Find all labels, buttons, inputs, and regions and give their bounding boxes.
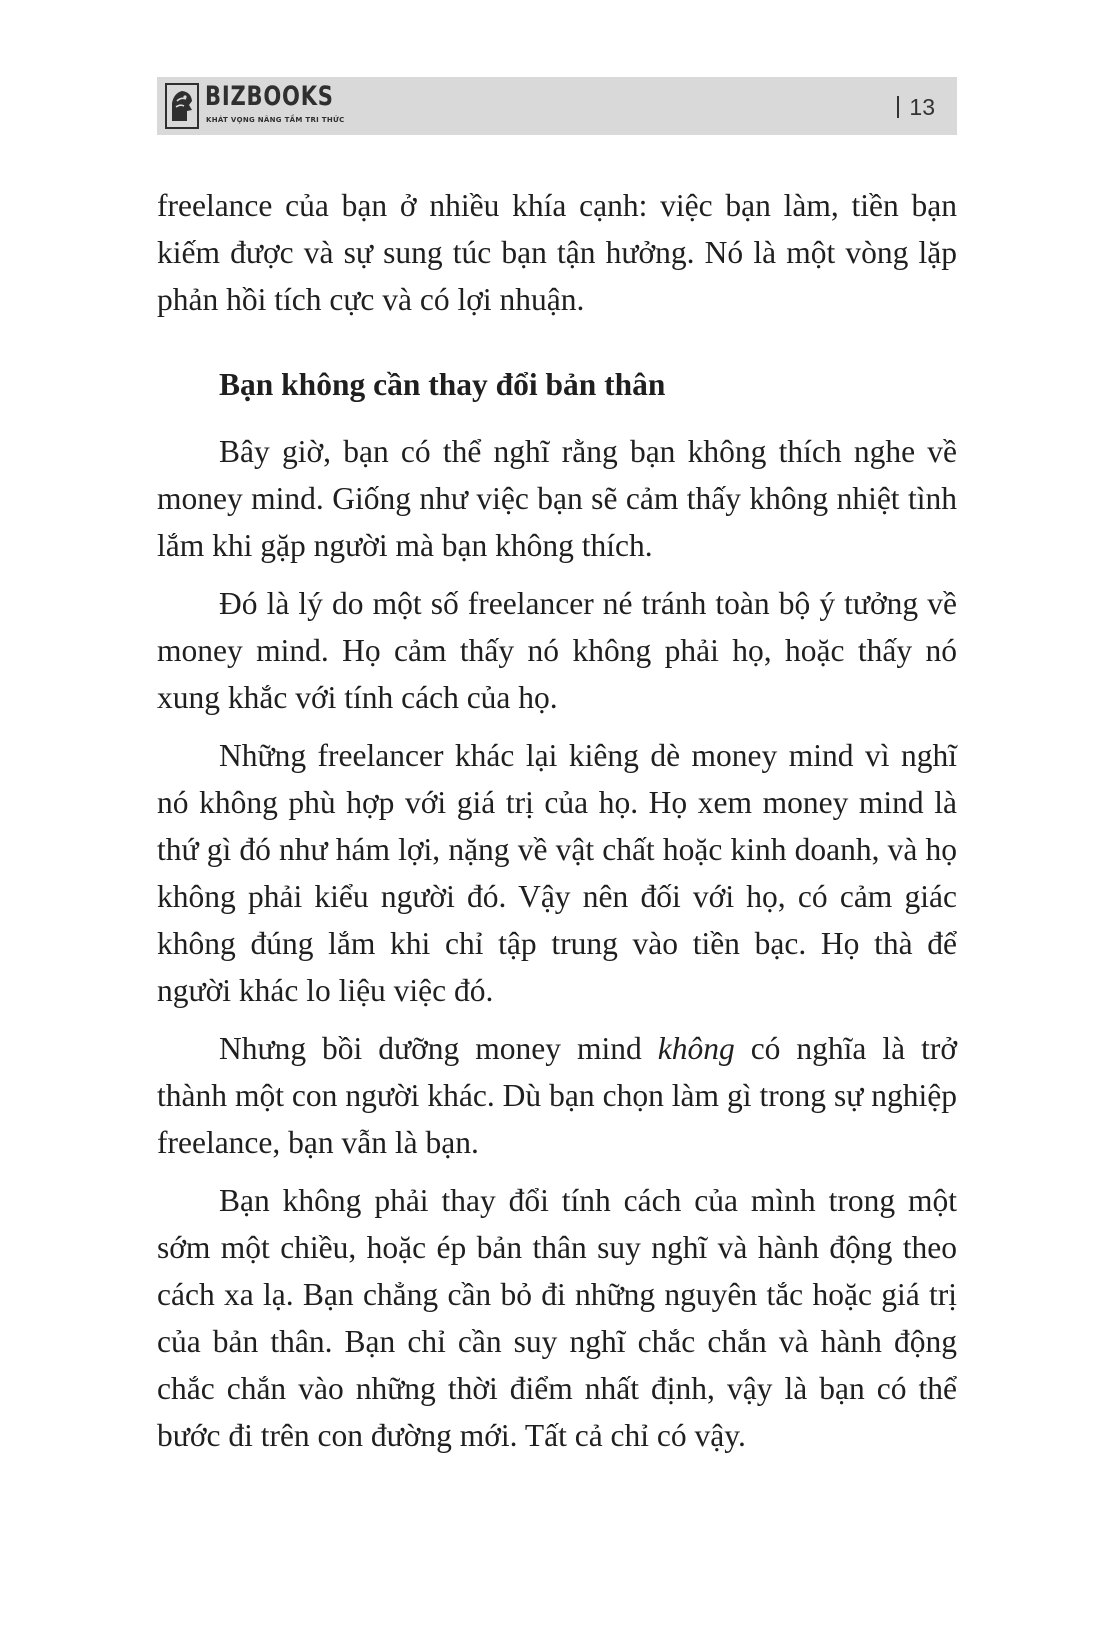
page-body: [157, 182, 957, 1459]
paragraph-1: Bây giờ, bạn có thể nghĩ rằng bạn không thích nghe về money mind. Giống như việc bạn sẽ cảm thấy không nhiệt tình lắm khi gặp người mà bạn không thích.: [157, 434, 957, 563]
paragraph-3: Những freelancer khác lại kiêng dè money mind vì nghĩ nó không phù hợp với giá trị của họ. Họ xem money mind là thứ gì đó như hám lợi, nặng về vật chất hoặc kinh doanh, và họ không phải kiểu người đó. Vậy nên đối với họ, có cảm giác không đúng lắm khi chỉ tập trung vào tiền bạc. Họ thà để người khác lo liệu việc đó.: [157, 738, 957, 1008]
paragraph-5: Bạn không phải thay đổi tính cách của mình trong một sớm một chiều, hoặc ép bản thân suy nghĩ và hành động theo cách xa lạ. Bạn chẳng cần bỏ đi những nguyên tắc hoặc giá trị của bản thân. Bạn chỉ cần suy nghĩ chắc chắn và hành động chắc chắn vào những thời điểm nhất định, vậy là bạn có thể bước đi trên con đường mới. Tất cả chỉ có vậy.: [157, 1183, 957, 1453]
brand-name: BIZBOOKS: [205, 81, 334, 112]
paragraph-4: [157, 1025, 957, 1166]
section-heading: Bạn không cần thay đổi bản thân: [219, 367, 666, 402]
page-number: 13: [909, 94, 935, 120]
paragraph-4-text: Nhưng bồi dưỡng money mind: [219, 1031, 658, 1066]
continuation-paragraph: freelance của bạn ở nhiều khía cạnh: việc bạn làm, tiền bạn kiếm được và sự sung túc bạn tận hưởng. Nó là một vòng lặp phản hồi tích cực và có lợi nhuận.: [157, 188, 957, 317]
paragraph-2: Đó là lý do một số freelancer né tránh toàn bộ ý tưởng về money mind. Họ cảm thấy nó không phải họ, hoặc thấy nó xung khắc với tính cách của họ.: [157, 586, 957, 715]
paragraph-4-rest: có nghĩa là trở thành một con người khác. Dù bạn chọn làm gì trong sự nghiệp freelance, bạn vẫn là bạn.: [157, 1031, 957, 1160]
page-number-block: [897, 94, 935, 120]
running-header: [157, 77, 957, 135]
page-number-separator: [897, 96, 899, 118]
bizbooks-emblem-icon: [165, 83, 199, 129]
emphasis-khong: không: [657, 1031, 735, 1066]
brand-tagline: KHÁT VỌNG NÂNG TẦM TRI THỨC: [206, 116, 345, 124]
